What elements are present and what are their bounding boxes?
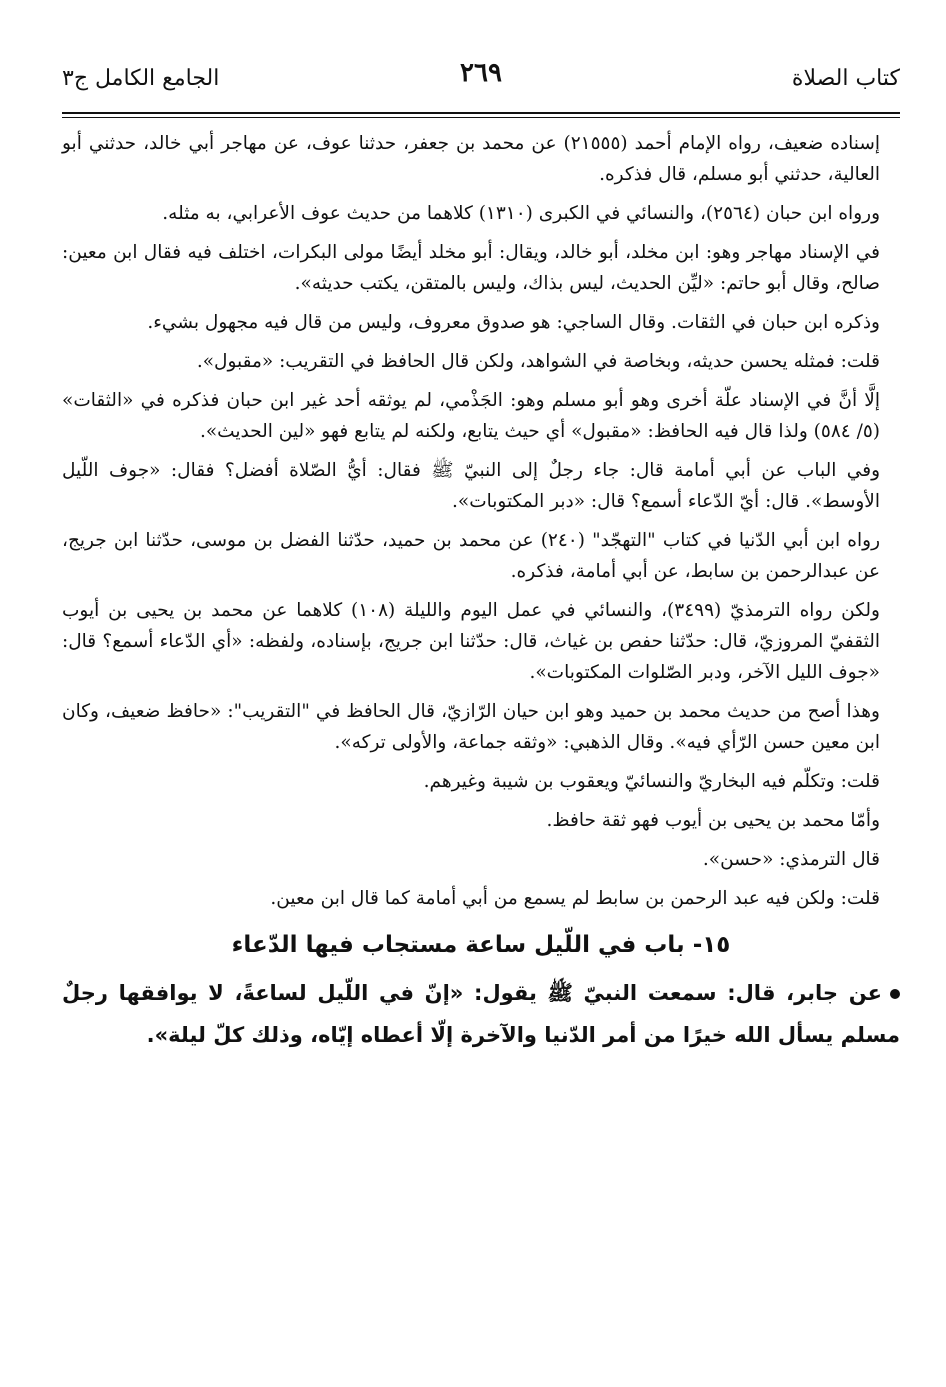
paragraph: قلت: ولكن فيه عبد الرحمن بن سابط لم يسمع من أبي أمامة كما قال ابن معين. (270, 888, 880, 909)
hadith-text: عن جابر، قال: سمعت النبيّ ﷺ يقول: «إنّ في اللّيل لساعةً، لا يوافقها رجلٌ مسلم يسأل الله خيرًا من أمر الدّنيا والآخرة إلّا أعطاه إيّاه، وذلك كلّ ليلة». (62, 981, 900, 1047)
paragraph: في الإسناد مهاجر وهو: ابن مخلد، أبو خالد، ويقال: أبو مخلد أيضًا مولى البكرات، اختلف فيه فقال ابن معين: صالح، وقال أبو حاتم: «ليِّن الحديث، ليس بذاك، وليس بالمتقن، يكتب حديثه». (62, 242, 880, 294)
paragraph: وأمّا محمد بن يحيى بن أيوب فهو ثقة حافظ. (546, 810, 880, 831)
header-rule-thin (62, 117, 900, 118)
header-book-title: الجامع الكامل ج٣ (62, 66, 220, 91)
page-number: ٢٦٩ (460, 58, 502, 88)
hadith-text-block (62, 972, 900, 1056)
bullet-icon (890, 989, 900, 999)
paragraph: وهذا أصح من حديث محمد بن حميد وهو ابن حيان الرّازيّ، قال الحافظ في "التقريب": «حافظ ضعيف، وكان ابن معين حسن الرّأي فيه». وقال الذهبي: «وثقه جماعة، والأولى تركه». (62, 701, 880, 753)
paragraph: قلت: فمثله يحسن حديثه، وبخاصة في الشواهد، ولكن قال الحافظ في التقريب: «مقبول». (196, 351, 880, 372)
header-book-section: كتاب الصلاة (791, 66, 900, 91)
paragraph: ورواه ابن حبان (٢٥٦٤)، والنسائي في الكبرى (١٣١٠) كلاهما من حديث عوف الأعرابي، به مثله. (162, 203, 880, 224)
paragraph: قلت: وتكلّم فيه البخاريّ والنسائيّ ويعقوب بن شيبة وغيرهم. (423, 771, 880, 792)
paragraph: وذكره ابن حبان في الثقات. وقال الساجي: هو صدوق معروف، وليس من قال فيه مجهول بشيء. (147, 312, 880, 333)
paragraph: رواه ابن أبي الدّنيا في كتاب "التهجّد" (٢٤٠) عن محمد بن حميد، حدّثنا الفضل بن موسى، حدّثنا ابن جريج، عن عبدالرحمن بن سابط، عن أبي أمامة، فذكره. (62, 530, 881, 582)
page-body (62, 128, 900, 1056)
paragraph: وفي الباب عن أبي أمامة قال: جاء رجلٌ إلى النبيّ ﷺ فقال: أيُّ الصّلاة أفضل؟ فقال: «جوف اللّيل الأوسط». قال: أيّ الدّعاء أسمع؟ قال: «دبر المكتوبات». (62, 460, 880, 512)
paragraph: ولكن رواه الترمذيّ (٣٤٩٩)، والنسائي في عمل اليوم والليلة (١٠٨) كلاهما عن محمد بن يحيى بن أيوب الثقفيّ المروزيّ، قال: حدّثنا حفص بن غياث، قال: حدّثنا ابن جريج، بإسناده، ولفظه: «أي الدّعاء أسمع؟ قال: «جوف الليل الآخر، ودبر الصّلوات المكتوبات». (62, 600, 880, 683)
section-heading: ١٥- باب في اللّيل ساعة مستجاب فيها الدّعاء (231, 932, 731, 958)
header-rule (62, 112, 900, 114)
paragraph: إسناده ضعيف، رواه الإمام أحمد (٢١٥٥٥) عن محمد بن جعفر، حدثنا عوف، عن مهاجر أبي خالد، حدثني أبو العالية، حدثني أبو مسلم، قال فذكره. (62, 133, 880, 185)
document-page (62, 0, 900, 1387)
paragraph: قال الترمذي: «حسن». (702, 849, 880, 870)
paragraph: إلَّا أنَّ في الإسناد علّة أخرى وهو أبو مسلم وهو: الجَذْمي، لم يوثقه أحد غير ابن حبان فذكره في «الثقات» (٥/ ٥٨٤) ولذا قال فيه الحافظ: «مقبول» أي حيث يتابع، ولكنه لم يتابع فهو «لين الحديث». (62, 390, 880, 442)
page-header (62, 58, 900, 104)
